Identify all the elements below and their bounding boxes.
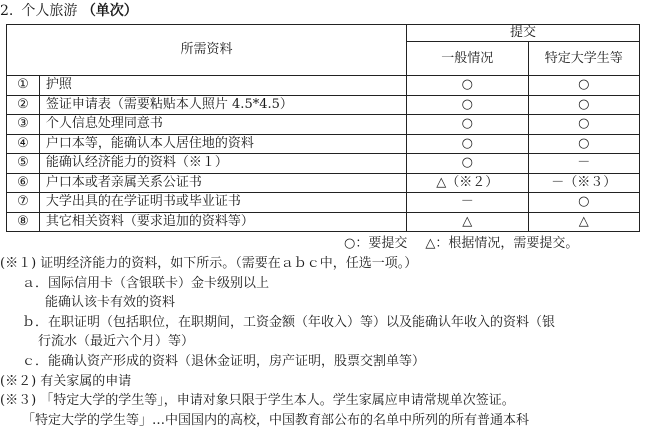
- section-number: 2.: [0, 3, 14, 19]
- row-number: ⑥: [7, 173, 40, 193]
- table-row: [7, 173, 640, 193]
- row-student-mark: ○: [528, 193, 639, 213]
- table-row: [7, 95, 640, 115]
- table-row: [7, 76, 640, 96]
- table-row: [7, 134, 640, 154]
- notes-section: [0, 254, 660, 430]
- row-number: ④: [7, 134, 40, 154]
- row-item: 大学出具的在学证明书或毕业证书: [39, 193, 406, 213]
- legend-required: ○：要提交: [344, 236, 408, 251]
- table-row: [7, 212, 640, 232]
- row-number: ①: [7, 76, 40, 96]
- table-row: [7, 193, 640, 213]
- row-student-mark: ○: [528, 95, 639, 115]
- row-item: 签证申请表（需要粘贴本人照片 4.5*4.5）: [39, 95, 406, 115]
- row-item: 户口本等，能确认本人居住地的资料: [39, 134, 406, 154]
- row-student-mark: －: [528, 154, 639, 174]
- note-1c: ｃ．能确认资产形成的资料（退休金证明，房产证明，股票交割单等）: [22, 353, 426, 369]
- row-item: 户口本或者亲属关系公证书: [39, 173, 406, 193]
- row-general-mark: △: [407, 212, 529, 232]
- row-general-mark: ○: [407, 154, 529, 174]
- row-student-mark: ○: [528, 76, 639, 96]
- row-number: ③: [7, 115, 40, 135]
- note-2: (※２) 有关家属的申请: [0, 373, 132, 389]
- row-item: 能确认经济能力的资料（※１）: [39, 154, 406, 174]
- legend-conditional: △：根据情况，需要提交。: [425, 236, 579, 251]
- header-required-documents: 所需资料: [7, 25, 407, 76]
- row-item: 个人信息处理同意书: [39, 115, 406, 135]
- row-item: 其它相关资料（要求追加的资料等）: [39, 212, 406, 232]
- row-number: ⑦: [7, 193, 40, 213]
- note-3-continued: 「特定大学的学生等」…中国国内的高校，中国教育部公布的名单中所列的所有普通本科: [22, 412, 530, 428]
- note-3: (※３) 「特定大学的学生等」，申请对象只限于学生本人。学生家属应申请常规单次签证。: [0, 393, 515, 409]
- table-legend: [344, 235, 578, 253]
- row-student-mark: ○: [528, 115, 639, 135]
- header-general-case: 一般情况: [407, 42, 529, 76]
- requirements-table: [6, 24, 640, 232]
- row-general-mark: △（※２）: [407, 173, 529, 193]
- row-item: 护照: [39, 76, 406, 96]
- row-general-mark: ○: [407, 76, 529, 96]
- row-general-mark: ○: [407, 134, 529, 154]
- note-1b-line2: 行流水（最近六个月）等）: [38, 334, 195, 350]
- table-row: [7, 154, 640, 174]
- row-general-mark: ○: [407, 115, 529, 135]
- row-student-mark: －（※３）: [528, 173, 639, 193]
- note-1a-line2: 能确认该卡有效的资料: [45, 295, 176, 311]
- note-1: (※１) 证明经济能力的资料，如下所示。（需要在ａｂｃ中，任选一项。）: [0, 256, 418, 271]
- note-1a-line1: ａ．国际信用卡（含银联卡）金卡级别以上: [22, 275, 270, 291]
- table-header-row: [7, 25, 640, 42]
- row-number: ⑧: [7, 212, 40, 232]
- section-subtitle: （单次）: [81, 3, 138, 19]
- header-submit: 提交: [407, 25, 640, 42]
- row-number: ⑤: [7, 154, 40, 174]
- header-specific-students: 特定大学生等: [528, 42, 639, 76]
- row-number: ②: [7, 95, 40, 115]
- note-1b-line1: ｂ．在职证明（包括职位，在职期间，工资金额（年收入）等）以及能确认年收入的资料（银: [22, 314, 556, 330]
- row-general-mark: ○: [407, 95, 529, 115]
- row-student-mark: △: [528, 212, 639, 232]
- section-title-text: 个人旅游: [21, 3, 78, 19]
- row-student-mark: ○: [528, 134, 639, 154]
- section-title: [0, 2, 138, 20]
- row-general-mark: －: [407, 193, 529, 213]
- table-row: [7, 115, 640, 135]
